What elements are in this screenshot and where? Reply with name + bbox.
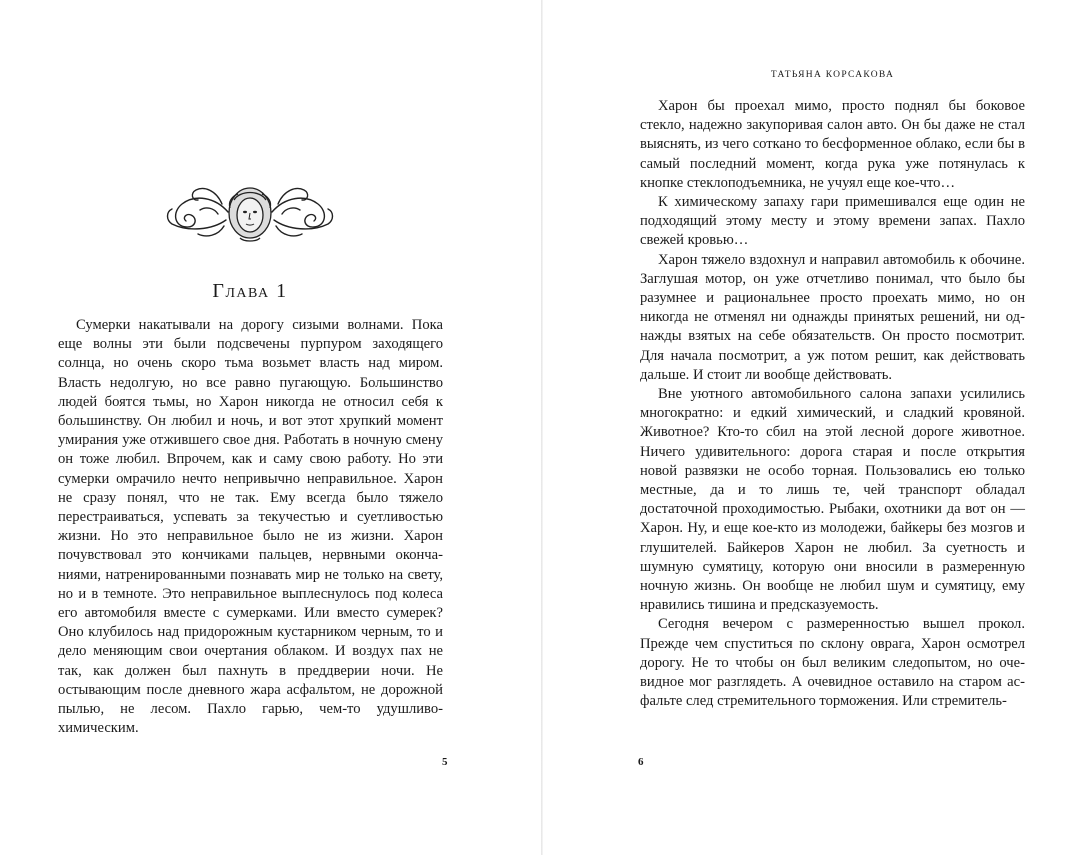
paragraph: Харон бы проехал мимо, просто поднял бы боковое стекло, надежно закупоривая салон авто. Он бы даже не стал выяснять, из чего соткано то бесформенное облако, если бы в самый последний момент, когда рука уже потянулась к кнопке стеклоподъемника, не учуял еще кое-что… <box>640 98 1025 191</box>
paragraph: К химическому запаху гари примешивался еще один не подходящий этому месту и этому времени запах. Пахло свежей кровью… <box>640 194 1025 249</box>
paragraph: Харон тяжело вздохнул и направил автомобиль к обочине. Заглушая мотор, он уже отчетливо понимал, что было бы разумнее и рациональнее просто проехать мимо, но он никогда не отменял ни однажды принятых решений, ни однажды взятых на себе обязательств. Он просто посмотрит. Для начала посмотрит, а уж потом решит, как действовать дальше. И стоит ли вообще действовать. <box>640 251 1025 383</box>
page-number: 5 <box>442 756 448 768</box>
page-number: 6 <box>638 756 644 768</box>
left-page <box>0 0 541 855</box>
chapter-ornament-icon <box>160 182 340 244</box>
paragraph: Вне уютного автомобильного салона запахи усилились многократно: и едкий химический, и сладкий кровяной. Животное? Кто-то сбил на этой лесной дороге животное. Ничего удивительного: дорога старая и после открытия новой развязки не особо торная. Пользовались ею только местные, да и то лишь те, чей транспорт обладал достаточной проходимостью. Рыбаки, охотники да вот он — Харон. Ну, и еще кое-кто из молодежи, байкеры без мозгов и глушителей. Байкеров Харон не любил. За суетность и шумную сумятицу, которую они вносили в размеренную ночную жизнь. Он вообще не любил шум и сумятицу, ему нравились тишина и предсказуемость. <box>640 386 1025 614</box>
right-page-text <box>640 97 1025 712</box>
right-page <box>543 0 1092 855</box>
paragraph: Сегодня вечером с размеренностью вышел прокол. Прежде чем спуститься по склону оврага, Харон осмотрел дорогу. Не то чтобы он был великим следопытом, но очевидное мог разглядеть. А очевидное оставило на старом асфальте след стремительного торможения. Или стремитель- <box>640 616 1025 710</box>
paragraph: Сумерки накатывали на дорогу сизыми волнами. Пока еще волны эти были подсвечены пурпуром заходящего солнца, но очень скоро тьма возьмет власть над миром. Власть недолгую, но все равно пугающую. Большинство людей боятся тьмы, но Харон никогда не относил себя к большинству. Он любил и ночь, и вот этот хрупкий момент умирания уже отжившего свое дня. Работать в ночную смену он тоже любил. Впрочем, как и саму свою работу. Но эти сумерки омрачило нечто непривычно неправильное. Харон не сразу понял, что не так. Ему всегда было тяжело перестраиваться, успевать за текучестью и суетливостью жизни. Но это неправильное было не из жизни. Харон почувствовал это кончиками пальцев, нервными окончаниями, натренированными познавать мир не только на свету, но и в темноте. Это неправильное выплеснулось под колеса его автомобиля вместе с сумерками. Или вместо сумерек? Оно клубилось над придорожным кустарником черным, то и дело меняющим свои очертания облаком. И воздух пах не так, как должен был пахнуть в преддверии ночи. Не остывающим после дневного жара асфальтом, не дорожной пылью, не лесом. Пахло гарью, чем-то удушливо-химическим. <box>58 317 443 737</box>
left-page-text <box>58 316 443 738</box>
running-head: ТАТЬЯНА КОРСАКОВА <box>770 70 895 80</box>
chapter-title: Глава 1 <box>212 280 288 302</box>
